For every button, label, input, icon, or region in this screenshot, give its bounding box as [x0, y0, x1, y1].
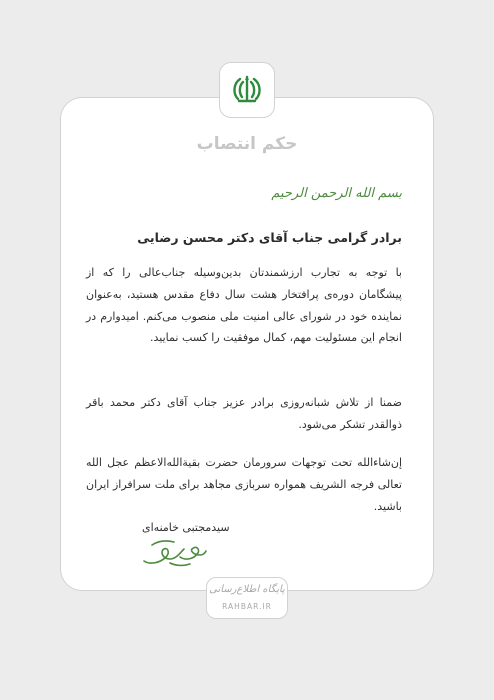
basmala: بسم الله الرحمن الرحیم [271, 186, 402, 201]
signer-name: سیدمجتبی خامنه‌ای [142, 521, 230, 534]
emblem-frame [219, 62, 275, 118]
logo-script: پایگاه اطلاع‌رسانی [209, 584, 285, 595]
logo-domain: RAHBAR.IR [222, 602, 272, 611]
handwritten-signature [140, 535, 208, 569]
page-title: حکم انتصاب [196, 134, 298, 154]
rahbar-logo [206, 577, 288, 619]
addressee-line: برادر گرامی جناب آقای دکتر محسن رضایی [137, 230, 402, 245]
body-paragraph-1: با توجه به تجارب ارزشمندتان بدین‌وسیله جناب‌عالی را که از پیشگامان دوره‌ی پرافتخار هشت سال دفاع مقدس هستید، به‌عنوان نماینده خود در شورای عالی امنیت ملی منصوب می‌کنم. امیدوارم در انجام این مسئولیت مهم، کمال موفقیت را کسب نمایید. [86, 266, 402, 345]
body-paragraph-3: إن‌شاءالله تحت توجهات سرورمان حضرت بقیةالله‌الاعظم عجل الله تعالی فرجه الشریف همواره سربازی مجاهد برای ملت سرافراز ایران باشید. [86, 456, 402, 513]
body-paragraph-2: ضمنا از تلاش شبانه‌روزی برادر عزیز جناب آقای دکتر محمد باقر ذوالقدر تشکر می‌شود. [86, 396, 402, 431]
iran-emblem-icon [230, 73, 264, 107]
